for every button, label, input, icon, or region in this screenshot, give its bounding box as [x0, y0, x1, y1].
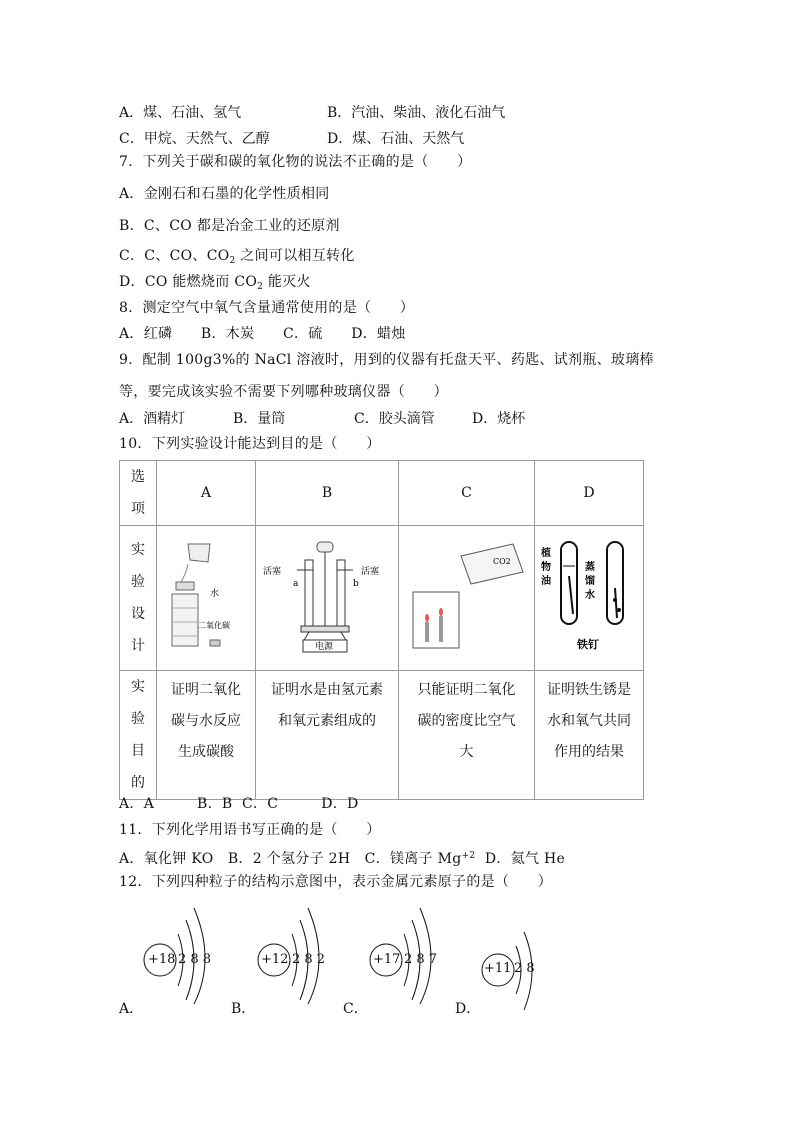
- atom-d-nucleus: +11: [484, 961, 512, 976]
- q9-option-a: A．酒精灯: [119, 411, 186, 427]
- q7-option-d: D．CO 能燃烧而 $CO_2$ 能灭火: [119, 274, 311, 292]
- purpose-b: 证明水是由氢元素 和氧元素组成的: [256, 671, 399, 800]
- purpose-a: 证明二氧化 碳与水反应 生成碳酸: [157, 671, 256, 800]
- design-image-a: [157, 526, 256, 671]
- q6-option-b: B．汽油、柴油、液化石油气: [327, 105, 506, 121]
- label-water: 水: [210, 589, 220, 599]
- label-water-1: 蒸: [585, 562, 595, 573]
- atom-b-nucleus: +12: [261, 952, 289, 967]
- q8-options: A．红磷 B．木炭 C．硫 D．蜡烛: [119, 326, 406, 342]
- q10-experiment-table: [119, 460, 644, 800]
- label-valve-right: 活塞: [361, 567, 380, 577]
- label-water-3: 水: [585, 590, 595, 601]
- purpose-c: 只能证明二氧化 碳的密度比空气 大: [399, 671, 535, 800]
- atom-a-nucleus: +18: [148, 952, 176, 967]
- label-valve-left: 活塞: [263, 567, 282, 577]
- q9-option-d: D．烧杯: [472, 411, 526, 427]
- design-image-d: [535, 526, 644, 671]
- q11-stem: 11．下列化学用语书写正确的是（ ）: [119, 822, 381, 838]
- atom-b-label: B．: [231, 1001, 256, 1017]
- q6-option-d: D．煤、石油、天然气: [327, 131, 465, 147]
- label-power: 电源: [315, 642, 334, 652]
- label-b: b: [353, 579, 359, 589]
- col-header-b: B: [256, 461, 399, 526]
- q7-option-a: A．金刚石和石墨的化学性质相同: [119, 186, 330, 202]
- label-nail: 铁钉: [577, 638, 599, 651]
- q6-option-c: C．甲烷、天然气、乙醇: [119, 131, 270, 147]
- header-label-cell: 选 项: [120, 461, 157, 526]
- atom-d-label: D．: [455, 1001, 481, 1017]
- atom-c-nucleus: +17: [373, 952, 401, 967]
- atom-c-label: C．: [343, 1001, 368, 1017]
- purpose-label-cell: 实 验 目 的: [120, 671, 157, 800]
- label-co2: 二氧化碳: [198, 621, 230, 630]
- q9-stem-line2: 等，要完成该实验不需要下列哪种玻璃仪器（ ）: [119, 384, 448, 400]
- design-label-cell: 实 验 设 计: [120, 526, 157, 671]
- atom-a-shells: 2 8 8: [178, 952, 212, 967]
- q7-stem: 7．下列关于碳和碳的氧化物的说法不正确的是（ ）: [119, 154, 472, 170]
- q9-option-c: C．胶头滴管: [354, 411, 435, 427]
- atom-d-shells: 2 8: [514, 961, 535, 976]
- q7-option-c: C．C、CO、$CO_2$ 之间可以相互转化: [119, 248, 355, 266]
- atom-c-shells: 2 8 7: [404, 952, 438, 967]
- q10-stem: 10．下列实验设计能达到目的是（ ）: [119, 436, 381, 452]
- atom-a-label: A．: [119, 1001, 144, 1017]
- col-header-a: A: [157, 461, 256, 526]
- q11-options: A．氧化钾 KO B．2 个氢分子 2H C．镁离子 $Mg^{+2}$ D．氦气 He: [119, 851, 566, 867]
- purpose-d: 证明铁生锈是 水和氧气共同 作用的结果: [535, 671, 644, 800]
- design-image-c: [399, 526, 535, 671]
- label-water-2: 馏: [585, 576, 595, 587]
- col-header-d: D: [535, 461, 644, 526]
- q8-stem: 8．测定空气中氧气含量通常使用的是（ ）: [119, 300, 415, 316]
- label-oil-3: 油: [541, 576, 551, 587]
- q9-option-b: B．量筒: [233, 411, 286, 427]
- q10-answer-options: A．A B．B C．C D．D: [119, 796, 359, 812]
- q6-option-a: A．煤、石油、氢气: [119, 105, 242, 121]
- col-header-c: C: [399, 461, 535, 526]
- q12-stem: 12．下列四种粒子的结构示意图中，表示金属元素原子的是（ ）: [119, 874, 553, 890]
- label-co2-gas: CO2: [492, 557, 511, 566]
- design-image-b: [256, 526, 399, 671]
- q7-option-b: B．C、CO 都是冶金工业的还原剂: [119, 218, 340, 234]
- q9-stem-line1: 9．配制 100g3%的 NaCl 溶液时，用到的仪器有托盘天平、药匙、试剂瓶、玻璃棒: [119, 352, 654, 368]
- atom-b-shells: 2 8 2: [292, 952, 326, 967]
- label-oil-1: 植: [541, 548, 551, 559]
- label-a: a: [293, 579, 299, 589]
- label-oil-2: 物: [541, 562, 551, 573]
